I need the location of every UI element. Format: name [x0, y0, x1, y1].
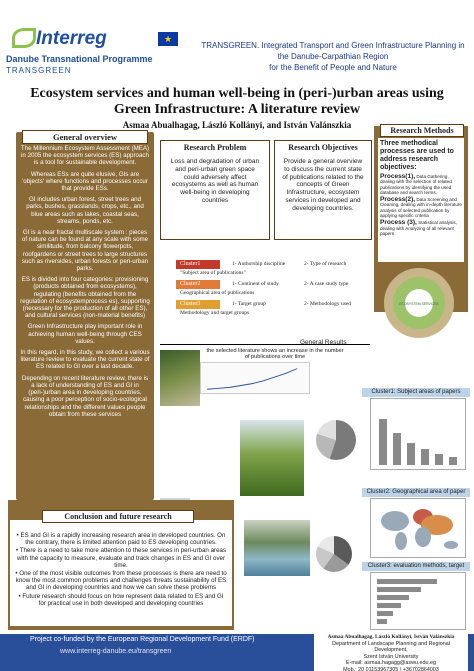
- project-link[interactable]: www.interreg-danube.eu/transgreen: [60, 648, 172, 655]
- cluster3-chart: [370, 572, 466, 630]
- overview-paragraph: Whereas ESs are quite elusive, GIs are 'objects' where functions and processes occur that provide ESs.: [22, 170, 148, 193]
- cluster3-bars: [371, 573, 465, 629]
- research-problem-title: Research Problem: [183, 143, 247, 152]
- methods-lead: Three methodical processes are used to address research objectives:: [380, 140, 454, 171]
- conclusion-text: [10, 520, 232, 626]
- cluster-row: [176, 300, 366, 316]
- cluster-subject: Geographical area of publications: [180, 290, 255, 296]
- cluster1-pie-chart: [316, 420, 356, 460]
- wheel-label: ECOSYSTEM SERVICES: [399, 302, 439, 306]
- cluster-item: 1- Target group: [232, 301, 266, 307]
- research-methods-text: [378, 138, 464, 262]
- method-step-name: Process(2),: [380, 196, 416, 204]
- method-step: [380, 174, 462, 195]
- contact-phone: Mob.: 20 01153967305 / +36702864003: [343, 666, 439, 671]
- overview-paragraph: The Millennium Ecosystem Assessment (MEA) in 2005 the ecosystem services (ES) approach is a tool for sustainable development.: [20, 145, 150, 167]
- results-caption: the selected literature shows an increase in the number of publications over time: [206, 348, 344, 361]
- poster-authors: Asmaa Abualhagag, László Kollányi, and István Valánszkia: [122, 120, 352, 130]
- method-step: [380, 220, 462, 236]
- overview-paragraph: In this regard, in this study, we collect a various literature review to evaluate the current state of ES related to GI over a last decade.: [20, 349, 150, 371]
- project-line-2: for the Benefit of People and Nature: [269, 63, 397, 72]
- bar: [393, 433, 401, 465]
- bar: [377, 595, 409, 600]
- cluster-tag: Cluster1: [176, 260, 220, 269]
- research-objectives-text: Provide a general overview to discuss the current state of publications related to the concepts of Green Infrastructure, ecosystem services in developed and developing countries.: [282, 158, 364, 212]
- poster-header: [0, 0, 474, 82]
- method-step-text: Statistical analysis, dealing with Analyzing of all relevant papers: [380, 220, 457, 236]
- cluster1-bars: [371, 399, 465, 469]
- logo-text: Interreg: [36, 28, 107, 49]
- conclusion-list: [14, 532, 228, 607]
- swoosh-icon: [12, 28, 36, 48]
- ecosystem-services-wheel: [382, 266, 456, 340]
- bar: [377, 619, 387, 624]
- contact-line: Szent István University: [363, 653, 419, 660]
- cluster3-pie-chart: [316, 536, 352, 572]
- cluster-item: 1- Authorship discipline: [232, 261, 286, 267]
- method-step-name: Process (3),: [380, 219, 417, 227]
- conclusion-item: • ES and GI is a rapidly increasing research area in developed countries. On the contrary, there is limited attention paid to ES developing countries.: [14, 532, 228, 546]
- cluster-subject: "Subject area of publications": [180, 270, 246, 276]
- research-problem-text: Loss and degradation of urban and peri-urban green space could adversely affect ecosystems as well as human well-being in developing countries: [170, 158, 260, 204]
- funding-note: Project co-funded by the European Regional Development Fund (ERDF): [30, 636, 255, 643]
- overview-paragraph: GI is a near fractal multiscale system : pieces of nature can be found at any scale with some similitude, from balcony flowerpots, roofgardens or street trees to large structures such as riversides, urban forests or peri-urban parks.: [21, 229, 149, 273]
- cluster-row: [176, 280, 366, 296]
- project-description: [196, 40, 470, 73]
- waterfall-photo: [244, 520, 310, 576]
- cluster-item: 1- Continent of study: [232, 281, 279, 287]
- bar: [435, 454, 443, 465]
- method-step-text: Data Screening and Cleaning, dealing with in-depth literature analysis of selected publication by applying specific criteria: [380, 197, 462, 219]
- results-divider: [160, 344, 370, 345]
- bar: [449, 457, 457, 465]
- overview-paragraph: Green Infrastructure play important role in achieving human well-being through CES values.: [27, 323, 143, 345]
- map-region: [395, 532, 407, 550]
- contact-authors: Asmaa Abualhagag, László Kollányi, István Valánszkia: [327, 634, 455, 640]
- general-results-title: General Results: [300, 339, 347, 346]
- bar: [377, 603, 401, 608]
- eu-flag-icon: ★: [158, 32, 178, 46]
- cluster-tag: Cluster3: [176, 300, 220, 309]
- cluster2-header: Cluster2: Geographical area of paper: [362, 488, 470, 497]
- research-problem-box: [160, 140, 270, 240]
- map-region: [381, 511, 409, 531]
- landscape-photo: [240, 420, 304, 496]
- contact-box: [314, 633, 468, 671]
- poster-title: Ecosystem services and human well-being in (peri-)urban areas using Green Infrastructure: A literature review: [30, 86, 444, 117]
- research-objectives-title: Research Objectives: [288, 143, 358, 152]
- overview-text: [20, 145, 150, 422]
- logo-subtitle: Danube Transnational Programme: [6, 54, 153, 64]
- contact-line: Department of Landscape Planning and Regional Development,: [332, 640, 450, 654]
- cluster1-chart: [370, 398, 466, 470]
- bar: [379, 419, 387, 465]
- world-map-icon: [371, 499, 465, 557]
- bar: [407, 443, 415, 465]
- trend-line: [207, 369, 297, 390]
- overview-title: General overview: [22, 130, 148, 144]
- bar: [377, 587, 421, 592]
- method-step: [380, 197, 462, 218]
- green-space-photo: [160, 350, 200, 406]
- cluster-item: 2- Type of research: [304, 261, 347, 267]
- bar: [377, 611, 393, 616]
- overview-paragraph: Depending on recent literature review, there is a lack of understanding of ES and GI in (peri-)urban area in developing countries, causing a poor perception of socio-ecological relationships and the different values people obtain from these services: [21, 374, 149, 418]
- logo-subtitle-2: TRANSGREEN: [6, 66, 72, 75]
- research-objectives-box: [274, 140, 372, 240]
- cluster-item: 2- Methodology used: [304, 301, 352, 307]
- cluster3-header: Cluster3: evaluation methods, target: [362, 562, 470, 571]
- bar: [377, 579, 437, 584]
- cluster1-header: Cluster1: Subject areas of papers: [362, 388, 470, 397]
- method-step-name: Process(1),: [380, 173, 416, 180]
- method-step-text: Data Gathering, dealing with the selection of related publications by identifying the used database and search terms.: [380, 174, 452, 195]
- bar: [421, 449, 429, 465]
- map-region: [444, 541, 458, 549]
- cluster-row: [176, 260, 366, 276]
- cluster-subject: Methodology and target groups: [180, 310, 250, 316]
- overview-paragraph: GI includes urban forest, street trees and parks, bushes, grasslands, crops, etc., and blue areas such as lakes, coastal seas, streams, ponds, etc.: [26, 196, 144, 225]
- project-line-1: TRANSGREEN. Integrated Transport and Green Infrastructure Planning in the Danube-Carpathian Region: [201, 41, 465, 61]
- cluster2-map: [370, 498, 466, 558]
- conclusion-title: Conclusion and future research: [42, 510, 194, 523]
- map-region: [415, 527, 431, 547]
- conclusion-item: • Future research should focus on how represent data related to ES and GI for practical use in both developed and developing countries: [14, 593, 228, 607]
- clusters-diagram: [176, 260, 366, 320]
- publications-trend-chart: [200, 362, 310, 394]
- interreg-logo: [6, 28, 196, 80]
- conclusion-item: • One of the most visible outcomes from these processes is there are need to know the most common problems and challenges threats sustainability of ES and GI in developing countries and how we can solve these problems: [14, 570, 228, 592]
- cluster-item: 2- A case study type: [304, 281, 349, 287]
- cluster-tag: Cluster2: [176, 280, 220, 289]
- research-methods-title: Research Methods: [380, 124, 464, 137]
- contact-email[interactable]: E-mail: asmaa.hagagg@aswu.edu.eg: [346, 660, 436, 667]
- overview-paragraph: ES is divided into four categories: provisioning (products obtained from ecosystems), regulating (benefits obtained from the regulation of ecosystemprocess es), supporting (necessary for the production of all other ES), and cultural services (non-material benefits): [20, 276, 150, 320]
- conclusion-item: • There is a need to take more attention to these services in peri-urban areas with the capacity to measure, evaluate and track changes in ES and GI over time.: [14, 547, 228, 569]
